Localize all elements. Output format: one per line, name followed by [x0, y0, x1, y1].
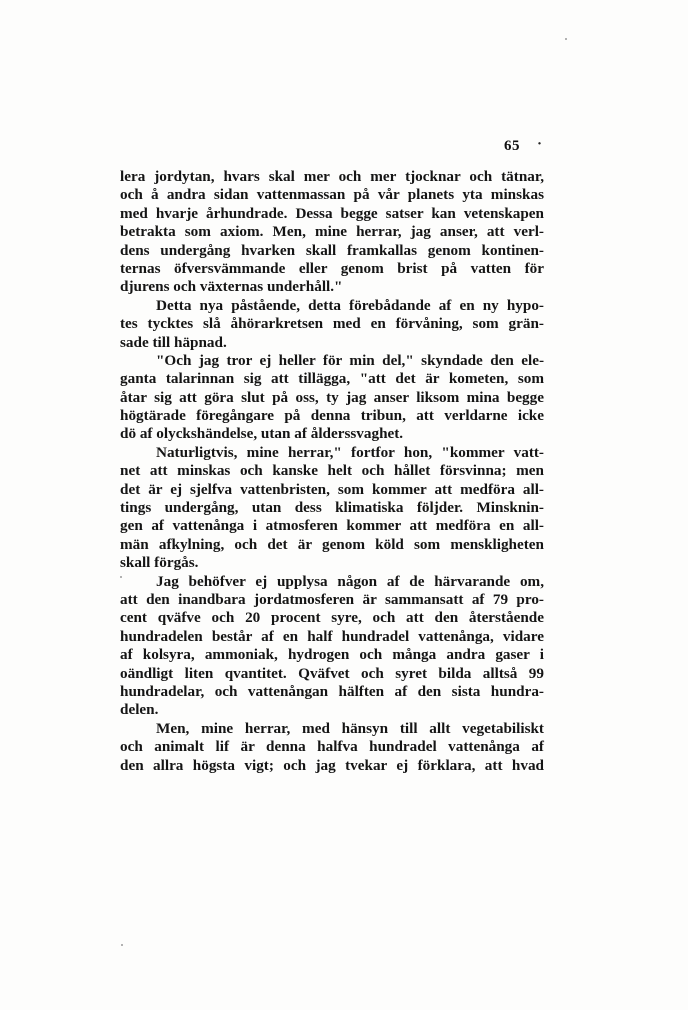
text-line: och å andra sidan vattenmassan på vår planets yta minskas [120, 186, 544, 204]
text-line: skall förgås. [120, 554, 199, 572]
text-line: oändligt liten qvantitet. Qväfvet och syret bilda alltså 99 [120, 664, 544, 682]
text-line: tes tycktes slå åhörarkretsen med en förvåning, som grän- [120, 315, 544, 333]
text-line: delen. [120, 701, 159, 719]
paper-speck [565, 38, 567, 40]
paper-speck [121, 944, 123, 946]
text-line: Jag behöfver ej upplysa någon af de härvarande om, [156, 572, 544, 590]
text-line: den allra högsta vigt; och jag tvekar ej förklara, att hvad [120, 756, 544, 774]
text-line: högtärade föregångare på denna tribun, att verldarne icke [120, 407, 544, 425]
page-number: 65 [504, 138, 520, 154]
text-line: Men, mine herrar, med hänsyn till allt vegetabiliskt [156, 719, 544, 737]
page-mark: · [537, 136, 543, 152]
text-line: åtar sig att göra slut på oss, ty jag anser liksom mina begge [120, 388, 544, 406]
text-line: Detta nya påstående, detta förebådande af en ny hypo- [156, 296, 544, 314]
text-line: djurens och växternas underhåll." [120, 278, 343, 296]
text-line: män afkylning, och det är genom köld som menskligheten [120, 535, 544, 553]
text-line: dö af olyckshändelse, utan af ålderssvaghet. [120, 425, 404, 443]
text-line: "Och jag tror ej heller för min del," skyndade den ele- [156, 351, 544, 369]
body-text [120, 168, 544, 775]
text-line: med hvarje århundrade. Dessa begge satser kan vetenskapen [120, 204, 544, 222]
text-line: det är ej sjelfva vattenbristen, som kommer att medföra all- [120, 480, 544, 498]
text-line: hundradelen består af en half hundradel vattenånga, vidare [120, 627, 544, 645]
text-line: af kolsyra, ammoniak, hydrogen och många andra gaser i [120, 646, 544, 664]
text-line: tings undergång, utan dess klimatiska följder. Minsknin- [120, 499, 544, 517]
text-line: Naturligtvis, mine herrar," fortfor hon, "kommer vatt- [156, 443, 544, 461]
text-line: och animalt lif är denna halfva hundradel vattenånga af [120, 738, 544, 756]
text-line: betrakta som axiom. Men, mine herrar, jag anser, att verl- [120, 223, 544, 241]
text-line: ganta talarinnan sig att tillägga, "att det är kometen, som [120, 370, 544, 388]
text-line: gen af vattenånga i atmosferen kommer att medföra en all- [120, 517, 544, 535]
paper-speck [120, 576, 122, 578]
text-line: ternas öfversvämmande eller genom brist på vatten för [120, 259, 544, 277]
text-line: att den inandbara jordatmosferen är sammansatt af 79 pro- [120, 590, 544, 608]
text-line: cent qväfve och 20 procent syre, och att den återstående [120, 609, 544, 627]
text-line: lera jordytan, hvars skal mer och mer tjocknar och tätnar, [120, 168, 544, 185]
text-line: sade till häpnad. [120, 333, 227, 351]
text-line: hundradelar, och vattenångan hälften af den sista hundra- [120, 682, 544, 700]
text-line: dens undergång hvarken skall framkallas genom kontinen- [120, 241, 544, 259]
text-line: net att minskas och kanske helt och hållet försvinna; men [120, 462, 544, 480]
